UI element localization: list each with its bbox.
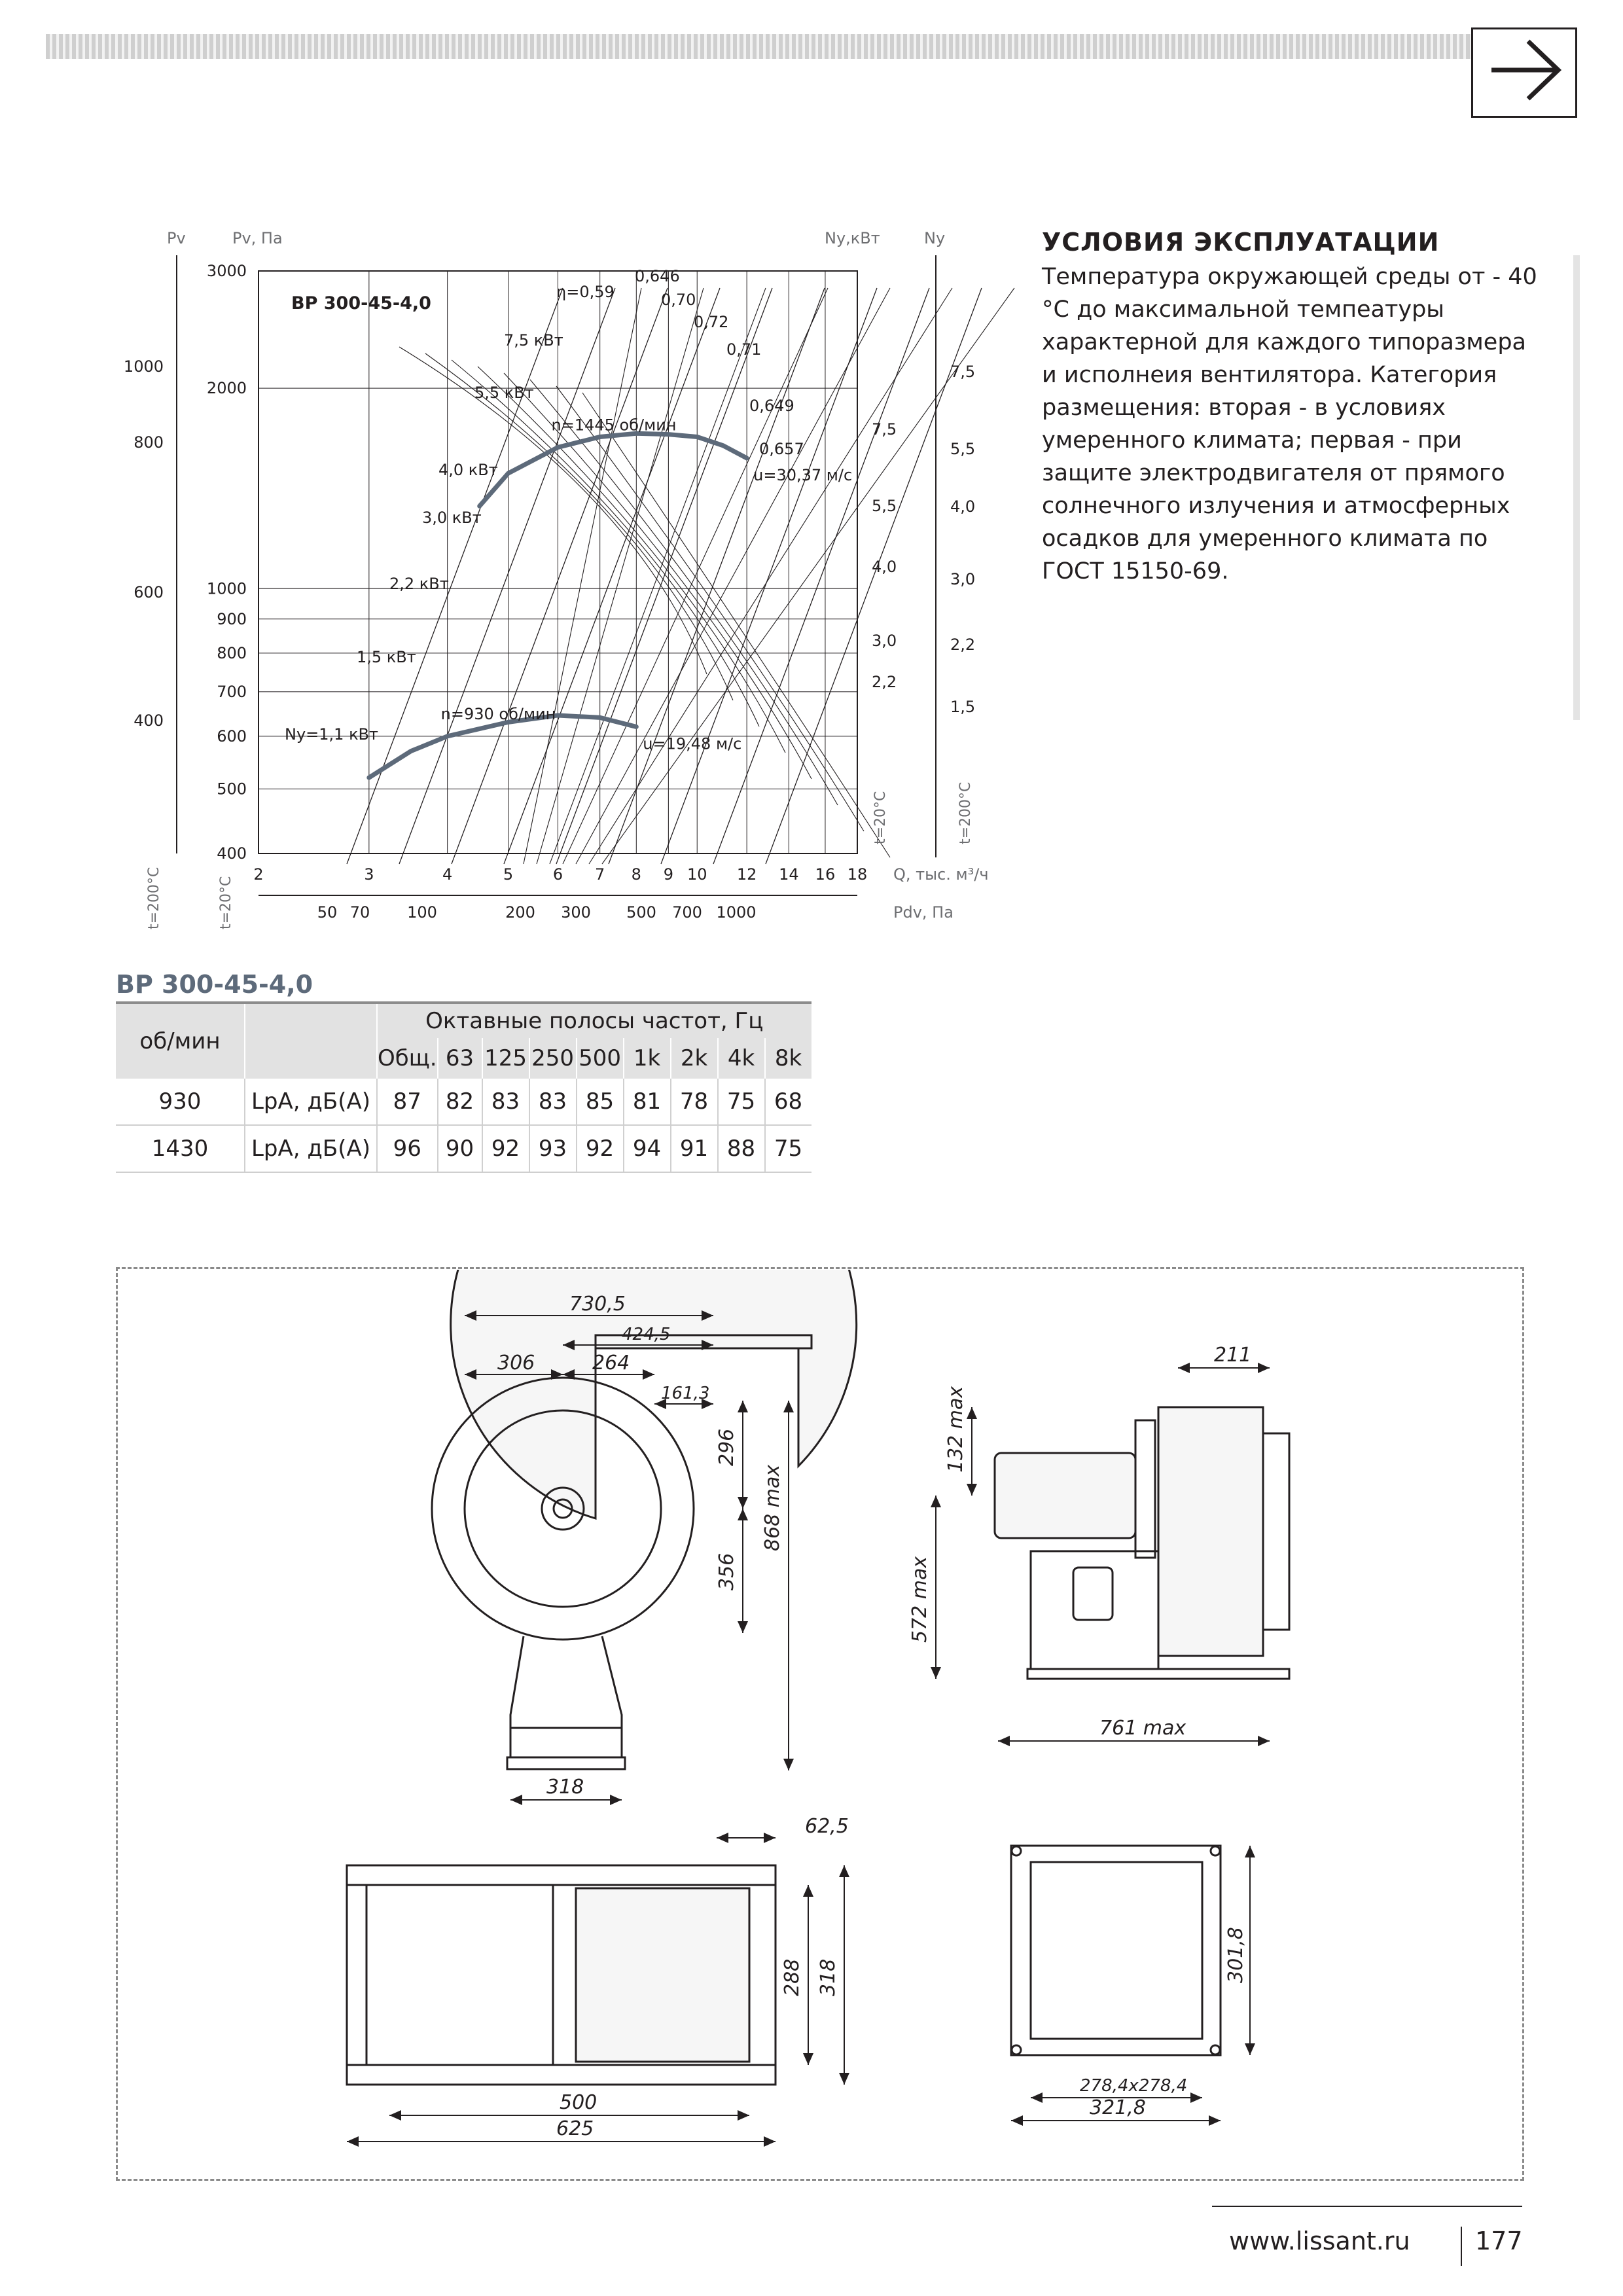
x-tick-label: 9	[663, 865, 673, 884]
far-left-tick-label: 400	[134, 711, 164, 730]
value-cell: 81	[624, 1079, 671, 1125]
far-left-tick-label: 1000	[123, 357, 164, 376]
curve-end-label: u=30,37 м/с	[753, 466, 853, 485]
speed-arc	[425, 353, 733, 700]
y-tick-label: 3000	[206, 262, 247, 280]
power-line	[504, 288, 720, 864]
y-tick-label: 400	[217, 844, 247, 863]
efficiency-label: 0,657	[759, 440, 804, 458]
curve-end-label: u=19,48 м/с	[643, 734, 742, 753]
far-right-tick-label: 4,0	[950, 497, 976, 516]
efficiency-line	[537, 288, 704, 864]
operating-conditions	[1042, 228, 1539, 588]
technical-drawings	[118, 1270, 1518, 2176]
temperature-label: t=200°C	[146, 867, 162, 929]
efficiency-label: 0,646	[635, 267, 680, 285]
value-cell: 87	[377, 1079, 438, 1125]
dim-label: 278,4x278,4	[1080, 2076, 1188, 2096]
unit-cell: LpA, дБ(А)	[245, 1125, 377, 1172]
band-col: 1k	[624, 1038, 671, 1079]
far-right-tick-label: 5,5	[950, 440, 976, 458]
band-col: 500	[577, 1038, 624, 1079]
speed-arc	[452, 360, 759, 726]
value-cell: 96	[377, 1125, 438, 1172]
value-cell: 68	[765, 1079, 812, 1125]
efficiency-label: 0,72	[694, 313, 729, 331]
dim-label: 730,5	[569, 1293, 626, 1316]
value-cell: 91	[671, 1125, 718, 1172]
dim-label: 868 max	[761, 1464, 784, 1551]
dim-label: 306	[497, 1352, 535, 1374]
power-line	[766, 288, 982, 864]
pdv-tick-label: 100	[407, 903, 437, 922]
noise-table-title: ВР 300-45-4,0	[116, 970, 313, 999]
y-axis-title: Pv, Па	[232, 229, 283, 247]
far-right-tick-label: 1,5	[950, 698, 976, 716]
right-tick-label: 3,0	[872, 632, 897, 650]
x-tick-label: 12	[736, 865, 757, 884]
power-label: 4,0 кВт	[438, 461, 498, 479]
right-tick-label: 5,5	[872, 497, 897, 515]
efficiency-label: 0,70	[661, 291, 696, 309]
far-left-tick-label: 600	[134, 583, 164, 601]
value-cell: 92	[577, 1125, 624, 1172]
side-view	[995, 1407, 1289, 1679]
x-tick-label: 16	[815, 865, 836, 884]
pdv-tick-label: 1000	[716, 903, 757, 922]
power-line	[347, 288, 563, 864]
efficiency-label: 0,71	[726, 340, 762, 359]
rpm-cell: 1430	[116, 1125, 245, 1172]
curve-label: n=1445 об/мин	[551, 416, 677, 435]
chart-title: ВР 300-45-4,0	[291, 293, 431, 314]
noise-table	[116, 1001, 812, 1173]
y-tick-label: 500	[217, 780, 247, 798]
x-tick-label: 10	[687, 865, 707, 884]
far-right-tick-label: 7,5	[950, 363, 976, 381]
dim-label: 62,5	[805, 1815, 849, 1838]
chart-labels	[124, 229, 989, 929]
efficiency-label: 0,649	[749, 397, 794, 415]
x-tick-label: 8	[631, 865, 641, 884]
dim-label: 572 max	[908, 1556, 931, 1643]
dim-label: 301,8	[1224, 1927, 1247, 1983]
page-footer	[1212, 2206, 1522, 2279]
dim-label: 321,8	[1090, 2096, 1146, 2119]
far-right-tick-label: 3,0	[950, 570, 976, 588]
efficiency-label: η=0,59	[556, 283, 615, 301]
x-tick-label: 4	[442, 865, 453, 884]
value-cell: 78	[671, 1079, 718, 1125]
right-tick-label: 2,2	[872, 673, 897, 691]
next-page-button[interactable]	[1471, 27, 1577, 118]
flange-view	[1011, 1846, 1221, 2055]
dim-label: 318	[546, 1776, 584, 1799]
value-cell: 83	[529, 1079, 577, 1125]
pdv-tick-label: 50	[317, 903, 338, 922]
value-cell: 75	[765, 1125, 812, 1172]
value-cell: 82	[438, 1079, 482, 1125]
dim-label: 761 max	[1099, 1717, 1186, 1740]
power-label: 5,5 кВт	[474, 384, 534, 402]
top-view	[347, 1865, 776, 2085]
power-line	[452, 288, 668, 864]
header-band	[46, 34, 1471, 59]
y-tick-label: 1000	[206, 579, 247, 598]
value-cell: 93	[529, 1125, 577, 1172]
y-tick-label: 800	[217, 643, 247, 662]
power-label: 7,5 кВт	[504, 331, 563, 350]
band-col: 250	[529, 1038, 577, 1079]
dim-label: 318	[817, 1958, 840, 1996]
power-line	[609, 288, 825, 864]
band-col: 125	[482, 1038, 529, 1079]
x-tick-label: 7	[595, 865, 605, 884]
dim-label: 500	[560, 2091, 597, 2114]
band-col: 4k	[718, 1038, 765, 1079]
temperature-label: t=20°C	[218, 876, 234, 929]
far-left-axis-title: Pv	[167, 229, 186, 247]
temperature-label: t=200°C	[957, 781, 974, 844]
conditions-text: Температура окружающей среды от - 40 °С до максимальной темпеатуры характерной для каждого типоразмера и исполнеия вентилятора. Категория размещения: вторая - в условиях умеренного климата; первая - при защите электродвигателя от прямого солнечного излучения и атмосферных осадков для умеренного климата по ГОСТ 15150-69.	[1042, 264, 1537, 584]
y-tick-label: 600	[217, 726, 247, 745]
rpm-header: об/мин	[116, 1003, 245, 1079]
right-tick-label: 7,5	[872, 420, 897, 439]
temperature-label: t=20°C	[872, 791, 889, 844]
far-right-tick-label: 2,2	[950, 636, 976, 654]
speed-arc	[582, 393, 890, 857]
x-tick-label: 14	[779, 865, 799, 884]
unit-header	[245, 1003, 377, 1079]
x-tick-label: 3	[364, 865, 374, 884]
power-label: 1,5 кВт	[357, 648, 416, 666]
value-cell: 83	[482, 1079, 529, 1125]
power-line	[661, 288, 877, 864]
dim-label: 296	[715, 1428, 738, 1466]
band-col: 63	[438, 1038, 482, 1079]
band-col: Общ.	[377, 1038, 438, 1079]
y-tick-label: 900	[217, 609, 247, 628]
rpm-cell: 930	[116, 1079, 245, 1125]
unit-cell: LpA, дБ(А)	[245, 1079, 377, 1125]
x-axis-title: Q, тыс. м³/ч	[893, 865, 989, 884]
x-tick-label: 18	[847, 865, 868, 884]
pdv-tick-label: 700	[672, 903, 702, 922]
conditions-title: УСЛОВИЯ ЭКСПЛУАТАЦИИ	[1042, 228, 1440, 257]
dim-label: 161,3	[661, 1384, 710, 1403]
y-tick-label: 700	[217, 682, 247, 701]
pdv-axis-title: Pdv, Па	[893, 903, 954, 922]
pdv-tick-label: 300	[561, 903, 591, 922]
efficiency-line	[589, 288, 952, 864]
right-axis-title: Nу,кВт	[825, 229, 880, 247]
value-cell: 94	[624, 1125, 671, 1172]
x-tick-label: 2	[253, 865, 264, 884]
dim-label: 424,5	[622, 1325, 671, 1344]
dim-label: 264	[592, 1352, 630, 1374]
power-label: 3,0 кВт	[422, 509, 482, 527]
performance-chart	[98, 216, 1027, 949]
x-tick-label: 5	[503, 865, 514, 884]
far-left-tick-label: 800	[134, 433, 164, 452]
far-right-axis-title: Nу	[924, 229, 946, 247]
dim-label: 211	[1214, 1344, 1252, 1367]
value-cell: 85	[577, 1079, 624, 1125]
right-tick-label: 4,0	[872, 558, 897, 576]
band-col: 2k	[671, 1038, 718, 1079]
power-label: Nу=1,1 кВт	[285, 725, 379, 744]
power-label: 2,2 кВт	[389, 575, 449, 593]
curve-label: n=930 об/мин	[440, 704, 556, 723]
pdv-tick-label: 200	[505, 903, 535, 922]
value-cell: 75	[718, 1079, 765, 1125]
value-cell: 92	[482, 1125, 529, 1172]
band-header: Октавные полосы частот, Гц	[377, 1003, 812, 1038]
dim-label: 625	[556, 2117, 594, 2140]
value-cell: 88	[718, 1125, 765, 1172]
pdv-tick-label: 70	[349, 903, 370, 922]
performance-curve	[369, 715, 636, 778]
table-row	[116, 1125, 812, 1172]
band-col: 8k	[765, 1038, 812, 1079]
table-row	[116, 1079, 812, 1125]
y-tick-label: 2000	[206, 379, 247, 398]
dim-label: 132 max	[944, 1386, 967, 1473]
right-arrow-icon	[1473, 29, 1575, 116]
pdv-tick-label: 500	[626, 903, 656, 922]
side-tab	[1573, 255, 1580, 720]
dim-label: 356	[715, 1552, 738, 1590]
website-link[interactable]: www.lissant.ru	[1229, 2227, 1410, 2255]
x-tick-label: 6	[552, 865, 563, 884]
efficiency-line	[563, 288, 828, 864]
value-cell: 90	[438, 1125, 482, 1172]
page-number: 177	[1461, 2227, 1523, 2266]
dim-label: 288	[781, 1958, 804, 1996]
